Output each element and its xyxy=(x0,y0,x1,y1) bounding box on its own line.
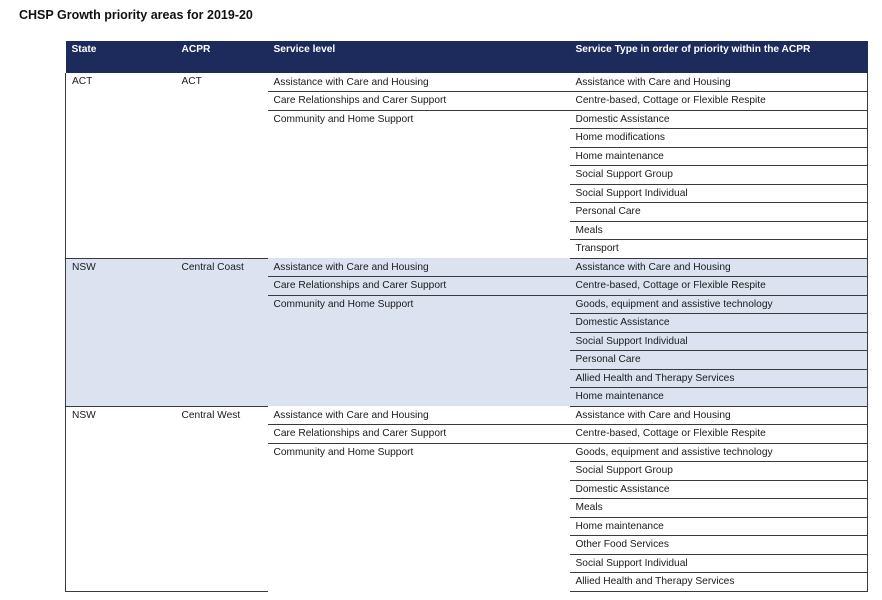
service-type-cell: Social Support Individual xyxy=(570,184,868,203)
state-cell: NSW xyxy=(66,406,176,591)
service-type-cell: Meals xyxy=(570,221,868,240)
service-type-cell: Social Support Group xyxy=(570,166,868,185)
service-type-cell: Meals xyxy=(570,499,868,518)
service-type-cell: Personal Care xyxy=(570,351,868,370)
priority-table xyxy=(65,41,868,592)
header-acpr: ACPR xyxy=(176,41,268,73)
service-type-cell: Domestic Assistance xyxy=(570,110,868,129)
service-type-cell: Goods, equipment and assistive technology xyxy=(570,295,868,314)
service-type-cell: Social Support Group xyxy=(570,462,868,481)
state-cell: ACT xyxy=(66,73,176,258)
service-type-cell: Centre-based, Cottage or Flexible Respite xyxy=(570,92,868,111)
header-state: State xyxy=(66,41,176,73)
service-level-cell: Assistance with Care and Housing xyxy=(268,406,570,425)
service-type-cell: Social Support Individual xyxy=(570,554,868,573)
service-level-cell: Care Relationships and Carer Support xyxy=(268,277,570,296)
service-level-cell: Community and Home Support xyxy=(268,110,570,258)
acpr-cell: Central Coast xyxy=(176,258,268,406)
table-body xyxy=(66,73,868,591)
acpr-cell: ACT xyxy=(176,73,268,258)
service-type-cell: Social Support Individual xyxy=(570,332,868,351)
page-title: CHSP Growth priority areas for 2019-20 xyxy=(19,8,253,22)
service-type-cell: Other Food Services xyxy=(570,536,868,555)
service-type-cell: Goods, equipment and assistive technology xyxy=(570,443,868,462)
service-level-cell: Community and Home Support xyxy=(268,443,570,591)
header-service-type: Service Type in order of priority within the ACPR xyxy=(570,41,868,73)
state-cell: NSW xyxy=(66,258,176,406)
header-service-level: Service level xyxy=(268,41,570,73)
service-type-cell: Home maintenance xyxy=(570,517,868,536)
service-level-cell: Care Relationships and Carer Support xyxy=(268,92,570,111)
service-type-cell: Transport xyxy=(570,240,868,259)
acpr-cell: Central West xyxy=(176,406,268,591)
service-type-cell: Home maintenance xyxy=(570,147,868,166)
service-type-cell: Personal Care xyxy=(570,203,868,222)
service-type-cell: Centre-based, Cottage or Flexible Respite xyxy=(570,277,868,296)
table-row xyxy=(66,406,868,425)
table-row xyxy=(66,258,868,277)
service-type-cell: Home modifications xyxy=(570,129,868,148)
service-type-cell: Assistance with Care and Housing xyxy=(570,406,868,425)
priority-table-container xyxy=(65,41,867,592)
service-type-cell: Allied Health and Therapy Services xyxy=(570,573,868,592)
service-level-cell: Care Relationships and Carer Support xyxy=(268,425,570,444)
service-type-cell: Assistance with Care and Housing xyxy=(570,73,868,92)
service-type-cell: Domestic Assistance xyxy=(570,314,868,333)
service-level-cell: Assistance with Care and Housing xyxy=(268,73,570,92)
table-row xyxy=(66,73,868,92)
table-header xyxy=(66,41,868,73)
service-type-cell: Assistance with Care and Housing xyxy=(570,258,868,277)
service-level-cell: Community and Home Support xyxy=(268,295,570,406)
service-type-cell: Allied Health and Therapy Services xyxy=(570,369,868,388)
service-type-cell: Centre-based, Cottage or Flexible Respite xyxy=(570,425,868,444)
service-type-cell: Home maintenance xyxy=(570,388,868,407)
service-type-cell: Domestic Assistance xyxy=(570,480,868,499)
service-level-cell: Assistance with Care and Housing xyxy=(268,258,570,277)
